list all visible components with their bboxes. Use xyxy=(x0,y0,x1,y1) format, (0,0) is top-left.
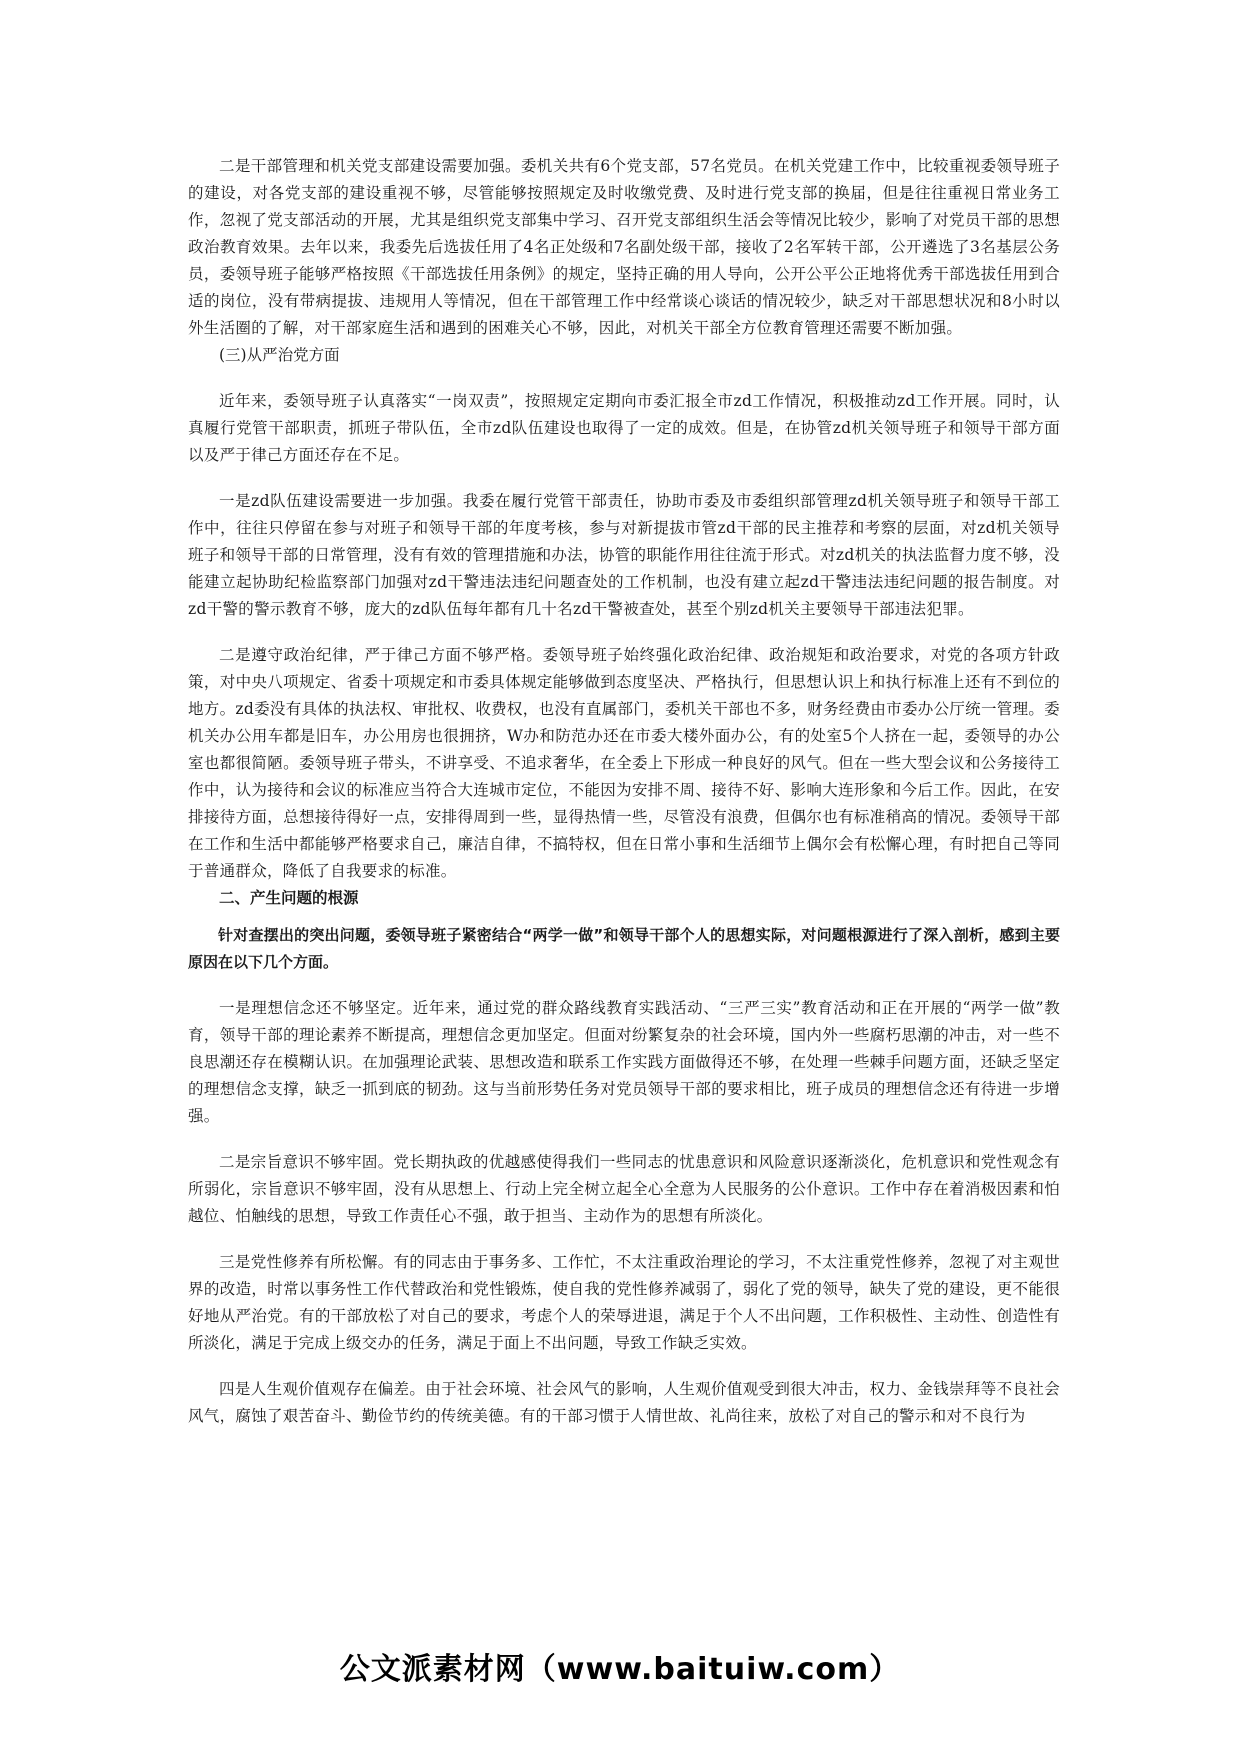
paragraph-analysis-intro: 针对查摆出的突出问题，委领导班子紧密结合“两学一做”和领导干部个人的思想实际，对问题根源进行了深入剖析，感到主要原因在以下几个方面。 xyxy=(188,926,1060,971)
paragraph-recent-years: 近年来，委领导班子认真落实“一岗双责”，按照规定定期向市委汇报全市zd工作情况，积极推动zd工作开展。同时，认真履行党管干部职责，抓班子带队伍，全市zd队伍建设也取得了一定的成效。但是，在协管zd机关领导班子和领导干部方面以及严于律己方面还存在不足。 xyxy=(188,392,1060,464)
paragraph-party-spirit: 三是党性修养有所松懈。有的同志由于事务多、工作忙，不太注重政治理论的学习，不太注重党性修养，忽视了对主观世界的改造，时常以事务性工作代替政治和党性锻炼，使自我的党性修养减弱了，弱化了党的领导，缺失了党的建设，更不能很好地从严治党。有的干部放松了对自己的要求，考虑个人的荣辱进退，满足于个人不出问题，工作积极性、主动性、创造性有所淡化，满足于完成上级交办的任务，满足于面上不出问题，导致工作缺乏实效。 xyxy=(188,1253,1060,1352)
paragraph-political-discipline: 二是遵守政治纪律，严于律己方面不够严格。委领导班子始终强化政治纪律、政治规矩和政治要求，对党的各项方针政策，对中央八项规定、省委十项规定和市委具体规定能够做到态度坚决、严格执行，但思想认识上和执行标准上还有不到位的地方。zd委没有具体的执法权、审批权、收费权，也没有直属部门，委机关干部也不多，财务经费由市委办公厅统一管理。委机关办公用车都是旧车，办公用房也很拥挤，W办和防范办还在市委大楼外面办公，有的处室5个人挤在一起，委领导的办公室也都很简陋。委领导班子带头，不讲享受、不追求奢华，在全委上下形成一种良好的风气。但在一些大型会议和公务接待工作中，认为接待和会议的标准应当符合大连城市定位，不能因为安排不周、接待不好、影响大连形象和今后工作。因此，在安排接待方面，总想接待得好一点，安排得周到一些，显得热情一些，尽管没有浪费，但偶尔也有标准稍高的情况。委领导干部在工作和生活中都能够严格要求自己，廉洁自律，不搞特权，但在日常小事和生活细节上偶尔会有松懈心理，有时把自己等同于普通群众，降低了自我要求的标准。 xyxy=(188,646,1060,880)
paragraph-cadre-management: 二是干部管理和机关党支部建设需要加强。委机关共有6个党支部，57名党员。在机关党建工作中，比较重视委领导班子的建设，对各党支部的建设重视不够，尽管能够按照规定及时收缴党费、及时进行党支部的换届，但是往往重视日常业务工作，忽视了党支部活动的开展，尤其是组织党支部集中学习、召开党支部组织生活会等情况比较少，影响了对党员干部的思想政治教育效果。去年以来，我委先后选拔任用了4名正处级和7名副处级干部，接收了2名军转干部，公开遴选了3名基层公务员，委领导班子能够严格按照《干部选拔任用条例》的规定，坚持正确的用人导向，公开公平公正地将优秀干部选拔任用到合适的岗位，没有带病提拔、违规用人等情况，但在干部管理工作中经常谈心谈话的情况较少，缺乏对干部思想状况和8小时以外生活圈的了解，对干部家庭生活和遇到的困难关心不够，因此，对机关干部全方位教育管理还需要不断加强。 xyxy=(188,157,1060,337)
document-body xyxy=(188,153,1060,1430)
section-heading-root-causes: 二、产生问题的根源 xyxy=(219,889,359,907)
paragraph-team-building: 一是zd队伍建设需要进一步加强。我委在履行党管干部责任，协助市委及市委组织部管理zd机关领导班子和领导干部工作中，往往只停留在参与对班子和领导干部的年度考核，参与对新提拔市管zd干部的民主推荐和考察的层面，对zd机关领导班子和领导干部的日常管理，没有有效的管理措施和办法，协管的职能作用往往流于形式。对zd机关的执法监督力度不够，没能建立起协助纪检监察部门加强对zd干警违法违纪问题查处的工作机制，也没有建立起zd干警违法违纪问题的报告制度。对zd干警的警示教育不够，庞大的zd队伍每年都有几十名zd干警被查处，甚至个别zd机关主要领导干部违法犯罪。 xyxy=(188,492,1060,618)
paragraph-ideals-beliefs: 一是理想信念还不够坚定。近年来，通过党的群众路线教育实践活动、“三严三实”教育活动和正在开展的“两学一做”教育，领导干部的理论素养不断提高，理想信念更加坚定。但面对纷繁复杂的社会环境，国内外一些腐朽思潮的冲击，对一些不良思潮还存在模糊认识。在加强理论武装、思想改造和联系工作实践方面做得还不够，在处理一些棘手问题方面，还缺乏坚定的理想信念支撑，缺乏一抓到底的韧劲。这与当前形势任务对党员领导干部的要求相比，班子成员的理想信念还有待进一步增强。 xyxy=(188,999,1060,1125)
section-subheading-strict-governance: (三)从严治党方面 xyxy=(219,346,340,364)
footer-watermark: 公文派素材网（www.baituiw.com） xyxy=(339,1652,901,1687)
paragraph-purpose-awareness: 二是宗旨意识不够牢固。党长期执政的优越感使得我们一些同志的忧患意识和风险意识逐渐淡化，危机意识和党性观念有所弱化，宗旨意识不够牢固，没有从思想上、行动上完全树立起全心全意为人民服务的公仆意识。工作中存在着消极因素和怕越位、怕触线的思想，导致工作责任心不强，敢于担当、主动作为的思想有所淡化。 xyxy=(188,1153,1060,1225)
paragraph-values-outlook: 四是人生观价值观存在偏差。由于社会环境、社会风气的影响，人生观价值观受到很大冲击，权力、金钱崇拜等不良社会风气，腐蚀了艰苦奋斗、勤俭节约的传统美德。有的干部习惯于人情世故、礼尚往来，放松了对自己的警示和对不良行为 xyxy=(188,1380,1060,1425)
